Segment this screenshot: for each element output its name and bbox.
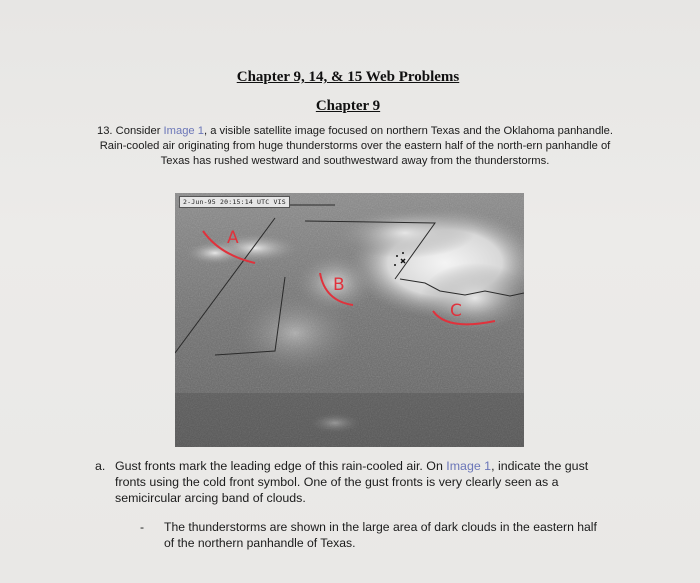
question-text-after: , a visible satellite image focused on northern Texas and the Oklahoma panhandle. Rain-cooled air originating from huge thunderstorms over the eastern half of the north-ern panhandle of Texas has rushed westward and southwestward away from the thunderstorms. (99, 125, 613, 167)
image-1-link[interactable]: Image 1 (163, 125, 204, 137)
bullet-text: The thunderstorms are shown in the large area of dark clouds in the eastern half of the northern panhandle of Texas. (164, 520, 597, 550)
page-title: Chapter 9, 14, & 15 Web Problems (236, 69, 460, 85)
question-13-text (96, 124, 614, 169)
part-a-text-before: Gust fronts mark the leading edge of this rain-cooled air. On (115, 459, 443, 473)
part-a-label: a. (95, 459, 106, 473)
question-number: 13. (96, 125, 113, 137)
image-1-link-part-a[interactable]: Image 1 (446, 459, 492, 473)
annotation-label-a: A (227, 228, 239, 248)
part-a-text-after: , indicate the gust fronts using the cold front symbol. One of the gust fronts is very clearly seen as a semicircular arcing band of clouds. (115, 459, 589, 505)
satellite-image-graphic (175, 193, 524, 447)
satellite-timestamp: 2-Jun-95 20:15:14 UTC VIS (179, 196, 290, 208)
satellite-image (175, 193, 524, 447)
question-text-before: Consider (115, 125, 161, 137)
annotation-label-c: C (450, 301, 462, 321)
annotation-label-b: B (333, 275, 345, 295)
part-a-text (115, 458, 620, 506)
bullet-marker: - (140, 520, 145, 534)
chapter-heading: Chapter 9 (315, 98, 381, 114)
